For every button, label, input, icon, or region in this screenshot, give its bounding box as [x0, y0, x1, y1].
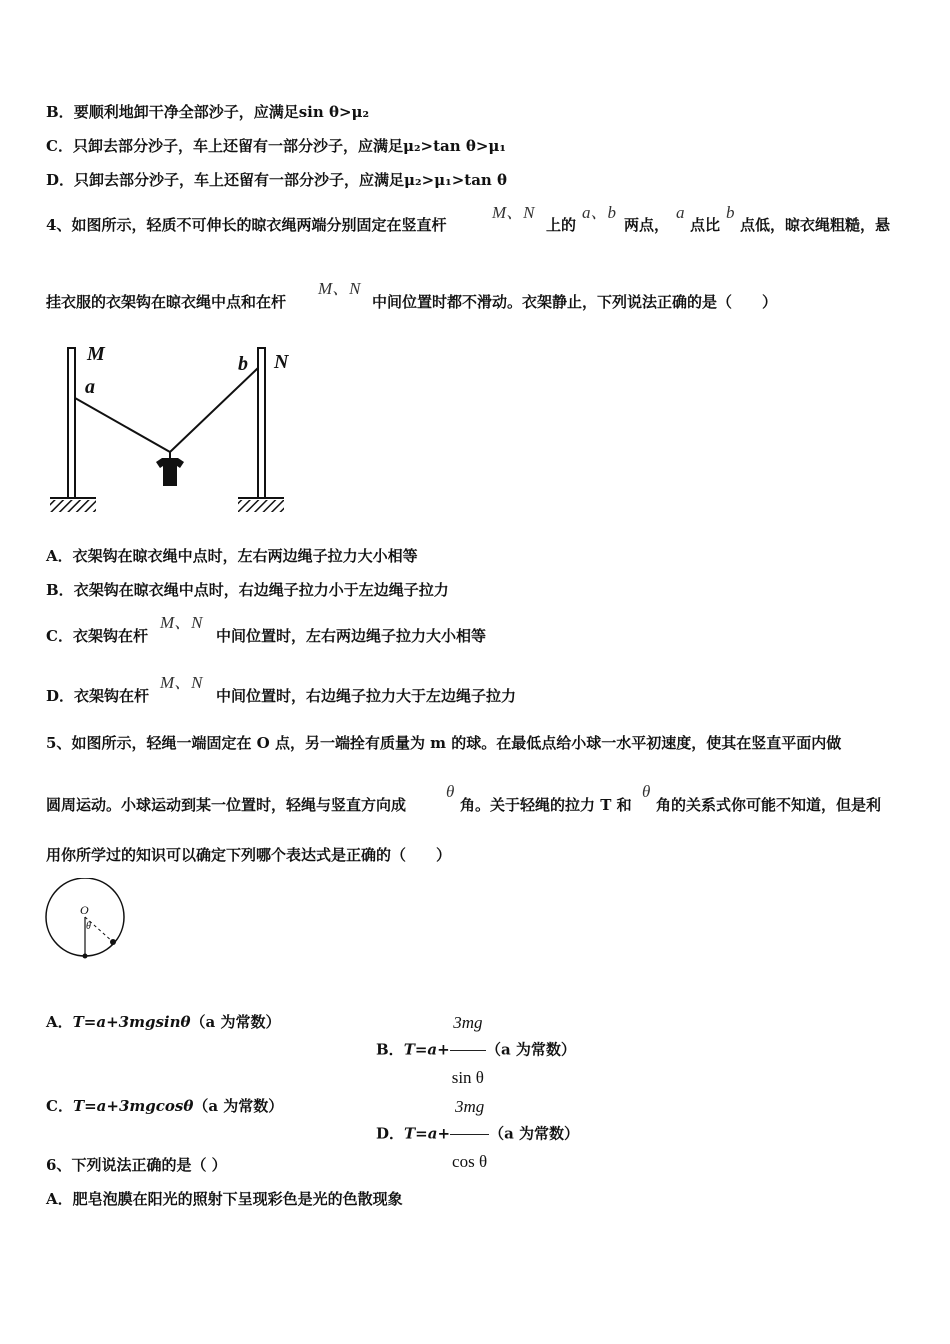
ball-lowest — [83, 954, 88, 959]
option-formula: μ₂>tan θ>μ₁ — [402, 137, 506, 155]
q5-option-c — [46, 1096, 283, 1116]
q4-stem-text: 中间位置时都不滑动。衣架静止，下列说法正确的是（ ） — [372, 293, 778, 311]
option-label: C． — [46, 137, 73, 155]
q4-option-a — [46, 546, 418, 566]
question-number: 6、 — [46, 1156, 72, 1174]
q4-stem-line1 — [46, 215, 446, 235]
shirt-icon — [156, 458, 184, 486]
q6-option-a — [46, 1189, 403, 1209]
q4-poles-var: M、N — [492, 203, 535, 222]
q4-stem-text: 上的 — [546, 216, 577, 234]
option-label: B． — [46, 103, 74, 121]
q4-stem-text: 点低，晾衣绳粗糙，悬 — [740, 216, 891, 234]
option-label: B． — [46, 581, 74, 599]
option-label: B． — [376, 1040, 404, 1059]
numerator: 3mg — [454, 1097, 485, 1116]
q6-stem — [46, 1155, 227, 1175]
option-label: D． — [376, 1124, 405, 1143]
option-text: 只卸去部分沙子，车上还留有一部分沙子，应满足 — [74, 171, 405, 189]
ball — [110, 939, 116, 945]
q5-theta-var: θ — [446, 782, 455, 801]
option-formula: μ₂>μ₁>tan θ — [404, 171, 508, 189]
q4-point-b-var: b — [726, 203, 735, 222]
denominator: sin θ — [450, 1050, 486, 1105]
q4-poles-var: M、N — [318, 279, 361, 298]
option-label: D． — [46, 171, 75, 189]
option-formula: T=a+3mgsinθ — [72, 1013, 191, 1031]
q4-option-b — [46, 580, 449, 600]
option-label: D． — [46, 687, 75, 705]
option-formula: T=a+ — [403, 1040, 450, 1059]
pole-m — [68, 348, 75, 498]
q5-stem-line2: 圆周运动。小球运动到某一位置时，轻绳与竖直方向成 — [46, 796, 407, 814]
q4-option-d-text: 中间位置时，右边绳子拉力大于左边绳子拉力 — [216, 687, 517, 705]
option-note: （a 为常数） — [489, 1124, 580, 1143]
q4-option-d — [46, 686, 149, 706]
question-number: 4、 — [46, 216, 72, 234]
question-number: 5、 — [46, 734, 72, 752]
q4-option-d-var: M、N — [160, 673, 203, 692]
option-text: 衣架钩在晾衣绳中点时，右边绳子拉力小于左边绳子拉力 — [73, 581, 449, 599]
q5-stem-text: 角。关于轻绳的拉力 T 和 — [460, 796, 632, 814]
stem-text: 下列说法正确的是（ ） — [71, 1156, 227, 1174]
q3-option-b — [46, 102, 369, 122]
label-a: a — [85, 376, 95, 398]
option-note: （a 为常数） — [193, 1097, 284, 1115]
option-formula: T=a+3mgcosθ — [72, 1097, 194, 1115]
q4-option-c — [46, 626, 148, 646]
q4-stem-line2: 挂衣服的衣架钩在晾衣绳中点和在杆 — [46, 293, 287, 311]
q4-option-c-var: M、N — [160, 613, 203, 632]
numerator: 3mg — [453, 1013, 483, 1032]
q5-stem-text: 角的关系式你可能不知道，但是利 — [656, 796, 882, 814]
fraction — [450, 1080, 489, 1189]
option-label: A． — [46, 547, 73, 565]
q4-option-c-text: 中间位置时，左右两边绳子拉力大小相等 — [216, 627, 487, 645]
option-text: 衣架钩在杆 — [74, 687, 150, 705]
option-text: 衣架钩在杆 — [72, 627, 148, 645]
q3-option-d — [46, 170, 507, 190]
stem-text: 如图所示，轻质不可伸长的晾衣绳两端分别固定在竖直杆 — [71, 216, 447, 234]
option-label: C． — [46, 1097, 73, 1115]
denominator: cos θ — [450, 1134, 489, 1189]
q4-points-var: a、b — [582, 203, 616, 222]
q5-option-a — [46, 1012, 280, 1032]
q5-stem-line3: 用你所学过的知识可以确定下列哪个表达式是正确的（ ） — [46, 846, 452, 864]
option-label: A． — [46, 1190, 73, 1208]
pole-n — [258, 348, 265, 498]
clothesline — [75, 368, 258, 452]
q4-stem-text: 两点， — [624, 216, 670, 234]
option-text: 肥皂泡膜在阳光的照射下呈现彩色是光的色散现象 — [72, 1190, 403, 1208]
q4-stem-text: 点比 — [690, 216, 721, 234]
option-text: 要顺利地卸干净全部沙子，应满足 — [73, 103, 299, 121]
option-note: （a 为常数） — [485, 1040, 576, 1059]
q4-point-a-var: a — [676, 203, 685, 222]
label-m: M — [87, 343, 105, 365]
option-formula: T=a+ — [404, 1124, 451, 1143]
stem-text: 如图所示，轻绳一端固定在 O 点，另一端拴有质量为 m 的球。在最低点给小球一水平初速度，使其在竖直平面内做 — [71, 734, 842, 752]
option-label: C． — [46, 627, 73, 645]
label-theta: θ — [86, 921, 91, 932]
q5-stem-line1 — [46, 733, 841, 753]
q3-option-c — [46, 136, 506, 156]
q5-option-d — [376, 1080, 579, 1189]
option-text: 只卸去部分沙子，车上还留有一部分沙子，应满足 — [72, 137, 403, 155]
ground-left — [50, 500, 96, 512]
label-o: O — [80, 903, 89, 917]
option-label: A． — [46, 1013, 73, 1031]
option-note: （a 为常数） — [190, 1013, 281, 1031]
option-formula: sin θ>μ₂ — [298, 103, 370, 121]
ground-right — [238, 500, 284, 512]
q5-circle-figure — [40, 878, 136, 962]
option-text: 衣架钩在晾衣绳中点时，左右两边绳子拉力大小相等 — [72, 547, 418, 565]
label-b: b — [238, 353, 248, 375]
label-n: N — [274, 351, 289, 373]
q5-theta-var: θ — [642, 782, 651, 801]
